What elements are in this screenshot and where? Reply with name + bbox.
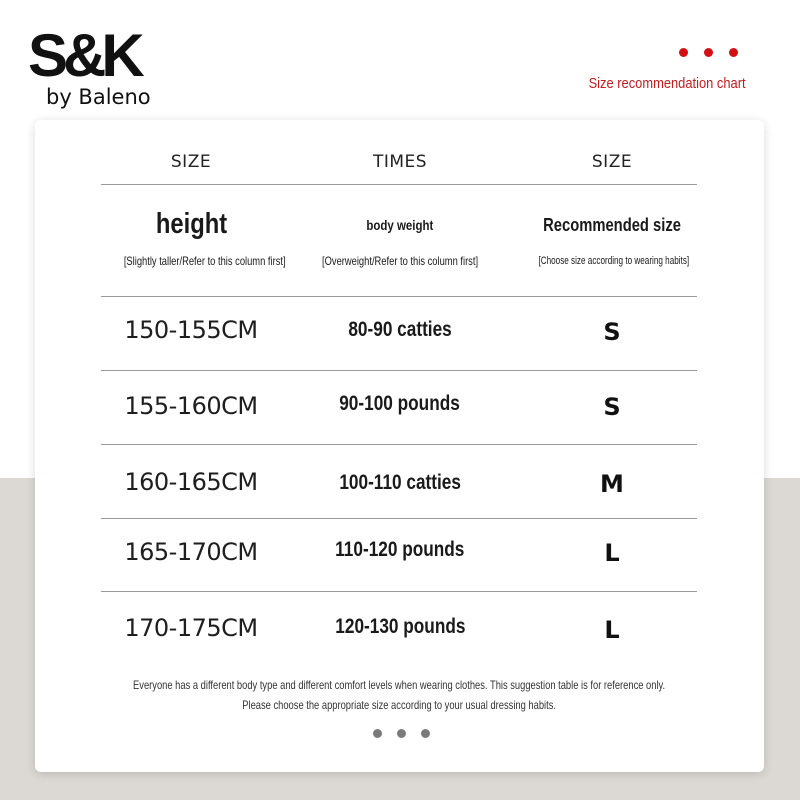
subheader-weight-label: body weight	[366, 217, 434, 233]
subheader-recommended-note-text: [Choose size according to wearing habits]	[538, 255, 690, 267]
divider	[101, 296, 697, 297]
divider	[101, 444, 697, 445]
table-cell-weight-text: 110-120 pounds	[335, 538, 465, 561]
table-cell-weight	[300, 392, 500, 416]
table-cell-height: 155-160CM	[124, 392, 258, 420]
subheader-recommended-label: Recommended size	[543, 215, 681, 235]
table-cell-size: L	[604, 616, 620, 644]
divider	[101, 591, 697, 592]
table-cell-weight-text: 100-110 catties	[339, 471, 461, 494]
subheader-height-note	[101, 252, 286, 270]
table-cell-height: 160-165CM	[124, 468, 258, 496]
divider	[101, 518, 697, 519]
table-cell-weight-text: 80-90 catties	[348, 318, 452, 341]
table-cell-weight	[300, 538, 500, 562]
divider	[101, 184, 697, 185]
logo-subtitle: by Baleno	[46, 85, 151, 109]
dot-icon	[679, 48, 688, 57]
table-cell-size: S	[603, 318, 621, 346]
size-chart-card	[35, 120, 764, 772]
table-cell-size: S	[603, 393, 621, 421]
header-dots-decoration	[679, 48, 738, 57]
table-cell-weight	[300, 471, 500, 495]
table-cell-weight	[300, 615, 500, 639]
brand-logo	[28, 22, 168, 116]
table-cell-height: 170-175CM	[124, 614, 258, 642]
disclaimer-line-1	[35, 675, 764, 696]
column-header-size: SIZE	[170, 152, 212, 172]
dot-icon	[373, 729, 382, 738]
dot-icon	[397, 729, 406, 738]
column-header-times: TIMES	[372, 152, 428, 172]
subheader-weight-note	[300, 252, 500, 270]
table-cell-height: 165-170CM	[124, 538, 258, 566]
subheader-height-note-text: [Slightly taller/Refer to this column first]	[123, 254, 286, 268]
footer-dots-decoration	[373, 729, 430, 738]
divider	[101, 370, 697, 371]
disclaimer-line-2	[35, 695, 764, 716]
chart-caption: Size recommendation chart	[588, 75, 746, 92]
table-cell-weight	[300, 318, 500, 342]
table-cell-size: L	[604, 539, 620, 567]
subheader-recommended	[512, 208, 712, 236]
subheader-height	[101, 208, 281, 241]
dot-icon	[704, 48, 713, 57]
disclaimer-line-2-text: Please choose the appropriate size according to your usual dressing habits.	[242, 698, 557, 712]
logo-mark: S&K	[28, 22, 140, 89]
table-cell-height: 150-155CM	[124, 316, 258, 344]
table-cell-weight-text: 90-100 pounds	[339, 392, 461, 415]
table-cell-weight-text: 120-130 pounds	[334, 615, 466, 638]
dot-icon	[421, 729, 430, 738]
subheader-recommended-note	[512, 251, 712, 269]
subheader-height-label: height	[155, 208, 227, 240]
subheader-weight-note-text: [Overweight/Refer to this column first]	[322, 254, 479, 268]
subheader-weight	[300, 208, 500, 235]
disclaimer-line-1-text: Everyone has a different body type and different comfort levels when wearing clothes. This suggestion table is for reference only.	[133, 678, 666, 692]
dot-icon	[729, 48, 738, 57]
table-cell-size: M	[600, 470, 624, 498]
column-header-size-2: SIZE	[591, 152, 633, 172]
